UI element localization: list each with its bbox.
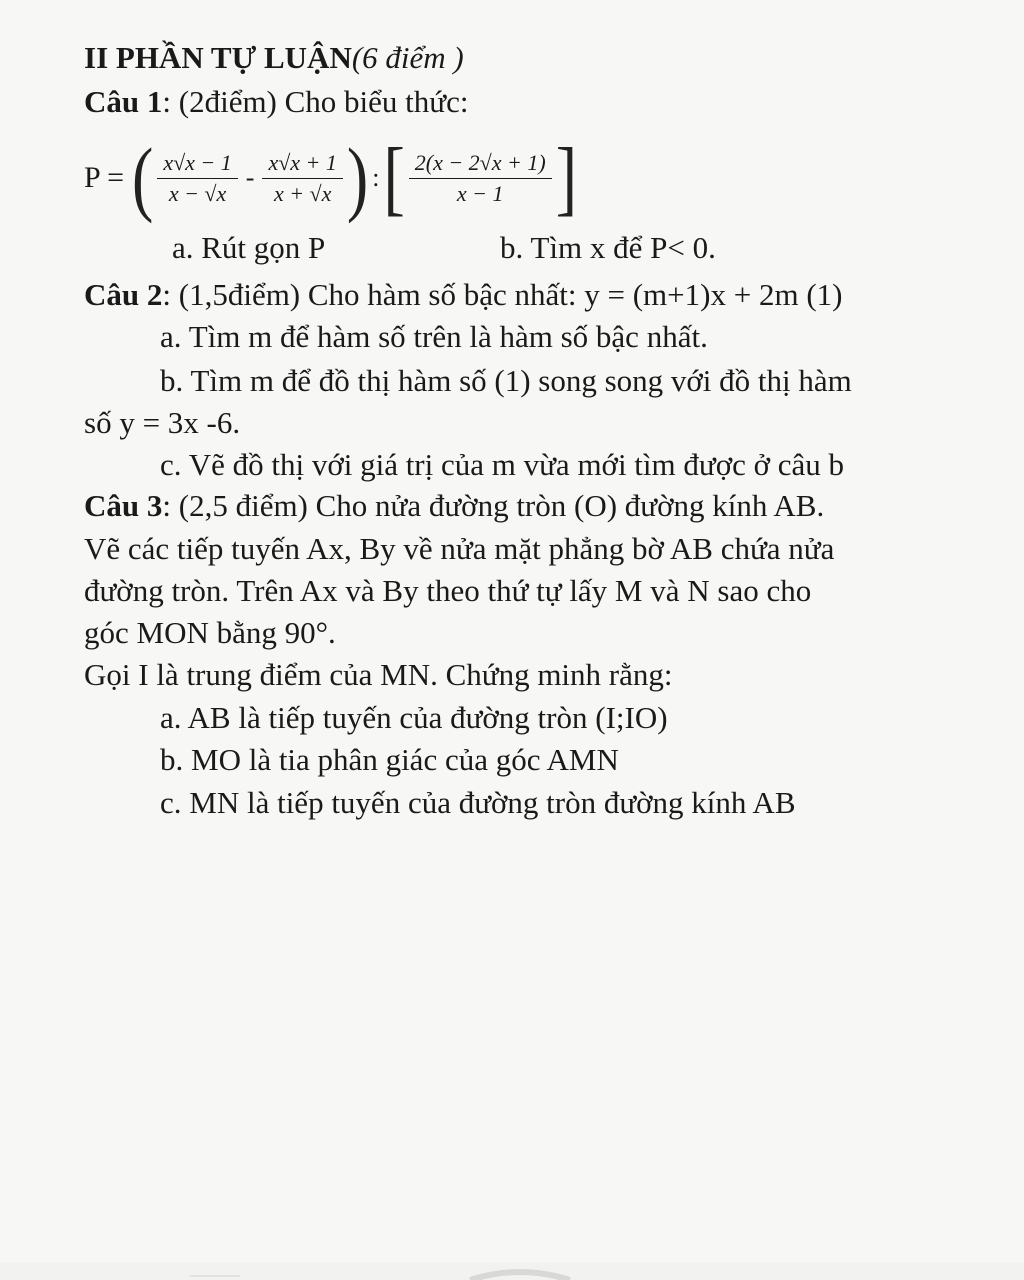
right-paren: ) [346,131,369,224]
fraction-2-denominator: x + √x [273,180,332,206]
question-1-part-a: a. Rút gọn P [172,230,326,265]
question-3-intro [84,488,824,524]
question-3-part-c: c. MN là tiếp tuyến của đường tròn đường kính AB [160,785,796,820]
minus-operator: - [245,163,255,192]
heading-title: II PHẦN TỰ LUẬN [84,40,352,75]
expression-p [84,130,577,226]
question-1-part-b: b. Tìm x để P< 0. [500,230,716,265]
fraction-1 [157,150,237,207]
question-1-text: : (2điểm) Cho biểu thức: [162,84,469,119]
fraction-2-numerator: x√x + 1 [262,150,342,179]
fraction-1-denominator: x − √x [168,180,227,206]
question-3-text-line3: đường tròn. Trên Ax và By theo thứ tự lấy M và N sao cho [84,573,812,608]
fraction-3-numerator: 2(x − 2√x + 1) [409,150,552,179]
bottom-edge-decoration [0,1262,1024,1280]
fraction-1-numerator: x√x − 1 [157,150,237,179]
divide-operator: : [372,163,380,192]
section-heading [84,40,464,76]
question-3-text-line1: : (2,5 điểm) Cho nửa đường tròn (O) đường kính AB. [162,488,825,523]
question-3-part-a: a. AB là tiếp tuyến của đường tròn (I;IO) [160,700,668,735]
question-2-part-a: a. Tìm m để hàm số trên là hàm số bậc nhất. [160,319,708,354]
question-1-intro [84,84,468,120]
question-3-text-line4: góc MON bằng 90°. [84,615,336,650]
question-2-part-b-line2: số y = 3x -6. [84,405,241,440]
question-2-text: : (1,5điểm) Cho hàm số bậc nhất: y = (m+1)x + 2m (1) [162,277,843,312]
heading-points: (6 điểm ) [351,40,464,75]
formula-lhs: P = [84,161,124,194]
question-3-label: Câu 3 [84,488,163,523]
fraction-3 [409,150,552,207]
left-paren: ( [132,131,154,224]
question-3-text-line5: Gọi I là trung điểm của MN. Chứng minh rằng: [84,657,673,692]
fraction-3-denominator: x − 1 [456,180,504,206]
question-2-part-b-line1: b. Tìm m để đồ thị hàm số (1) song song với đồ thị hàm [160,363,852,398]
question-1-label: Câu 1 [84,84,163,119]
question-2-part-c: c. Vẽ đồ thị với giá trị của m vừa mới tìm được ở câu b [160,447,845,482]
fraction-2 [262,150,342,207]
question-3-part-b: b. MO là tia phân giác của góc AMN [160,742,619,777]
left-bracket: [ [383,131,405,224]
question-2-label: Câu 2 [84,277,163,312]
question-3-text-line2: Vẽ các tiếp tuyến Ax, By về nửa mặt phẳng bờ AB chứa nửa [84,531,835,566]
right-bracket: ] [555,131,578,224]
question-2-intro [84,277,842,313]
